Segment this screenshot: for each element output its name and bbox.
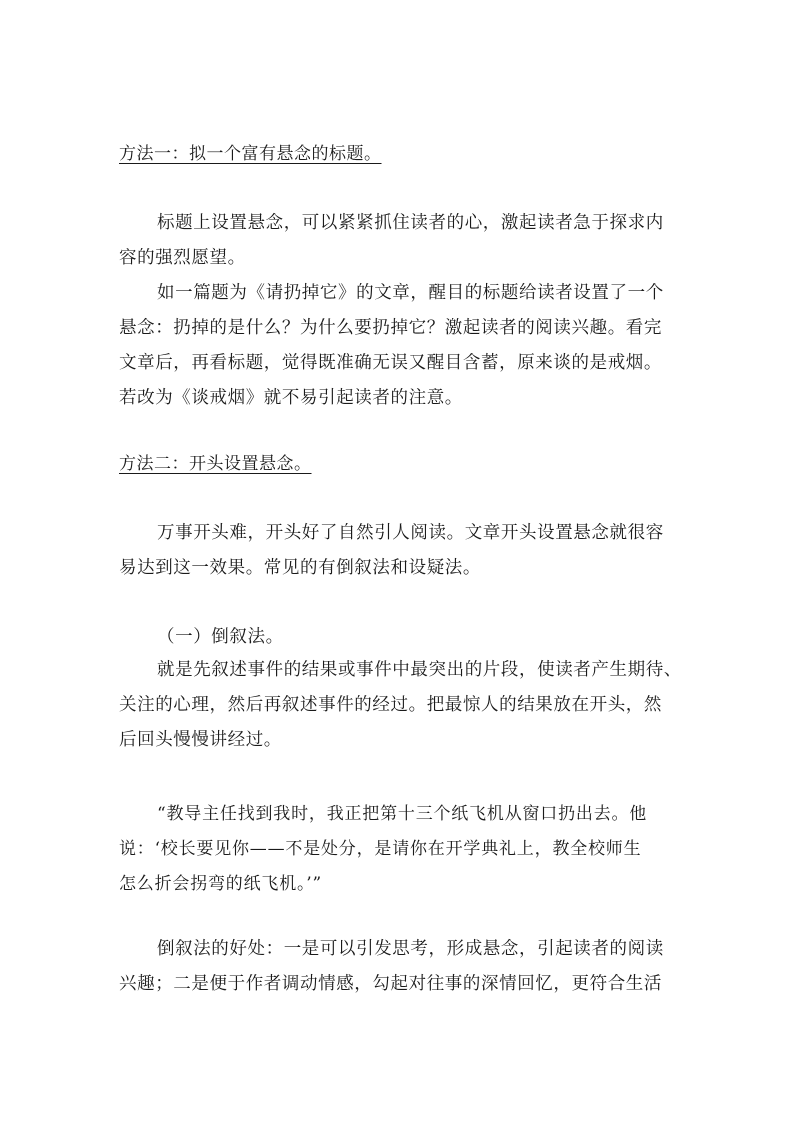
text-line: 文章后，再看标题，觉得既准确无误又醒目含蓄，原来谈的是戒烟。 xyxy=(119,353,662,373)
text-line: 标题上设置悬念，可以紧紧抓住读者的心，激起读者急于探求内 xyxy=(157,213,664,233)
subheading-flashback: （一）倒叙法。 xyxy=(157,627,284,647)
example-quote xyxy=(119,797,679,902)
method-one-paragraph-2 xyxy=(119,276,679,416)
text-line: 若改为《谈戒烟》就不易引起读者的注意。 xyxy=(119,388,463,408)
method-one-heading: 方法一：拟一个富有悬念的标题。 xyxy=(119,144,382,164)
method-two-paragraph-3 xyxy=(119,932,679,1002)
text-line: 如一篇题为《请扔掉它》的文章，醒目的标题给读者设置了一个 xyxy=(157,283,664,303)
text-line: 容的强烈愿望。 xyxy=(119,248,246,268)
text-line: 后回头慢慢讲经过。 xyxy=(119,730,282,750)
quote-line: 怎么折会拐弯的纸飞机。’” xyxy=(119,874,322,894)
text-line: 易达到这一效果。常见的有倒叙法和设疑法。 xyxy=(119,558,481,578)
method-two-paragraph-1 xyxy=(119,516,679,586)
method-one-paragraph-1 xyxy=(119,206,679,276)
text-line: 万事开头难，开头好了自然引人阅读。文章开头设置悬念就很容 xyxy=(157,523,664,543)
text-line: 悬念：扔掉的是什么？为什么要扔掉它？激起读者的阅读兴趣。看完 xyxy=(119,318,662,338)
method-two-paragraph-2 xyxy=(119,653,682,758)
text-line: 就是先叙述事件的结果或事件中最突出的片段，使读者产生期待、 xyxy=(157,660,682,680)
text-line: 兴趣；二是便于作者调动情感，勾起对往事的深情回忆，更符合生活 xyxy=(119,974,662,994)
method-two-heading: 方法二：开头设置悬念。 xyxy=(119,454,312,474)
text-line: 关注的心理，然后再叙述事件的经过。把最惊人的结果放在开头，然 xyxy=(119,695,662,715)
quote-line: “教导主任找到我时，我正把第十三个纸飞机从窗口扔出去。他 xyxy=(157,804,648,824)
quote-line: 说：‘校长要见你——不是处分，是请你在开学典礼上，教全校师生 xyxy=(119,839,642,859)
text-line: 倒叙法的好处：一是可以引发思考，形成悬念，引起读者的阅读 xyxy=(157,939,664,959)
